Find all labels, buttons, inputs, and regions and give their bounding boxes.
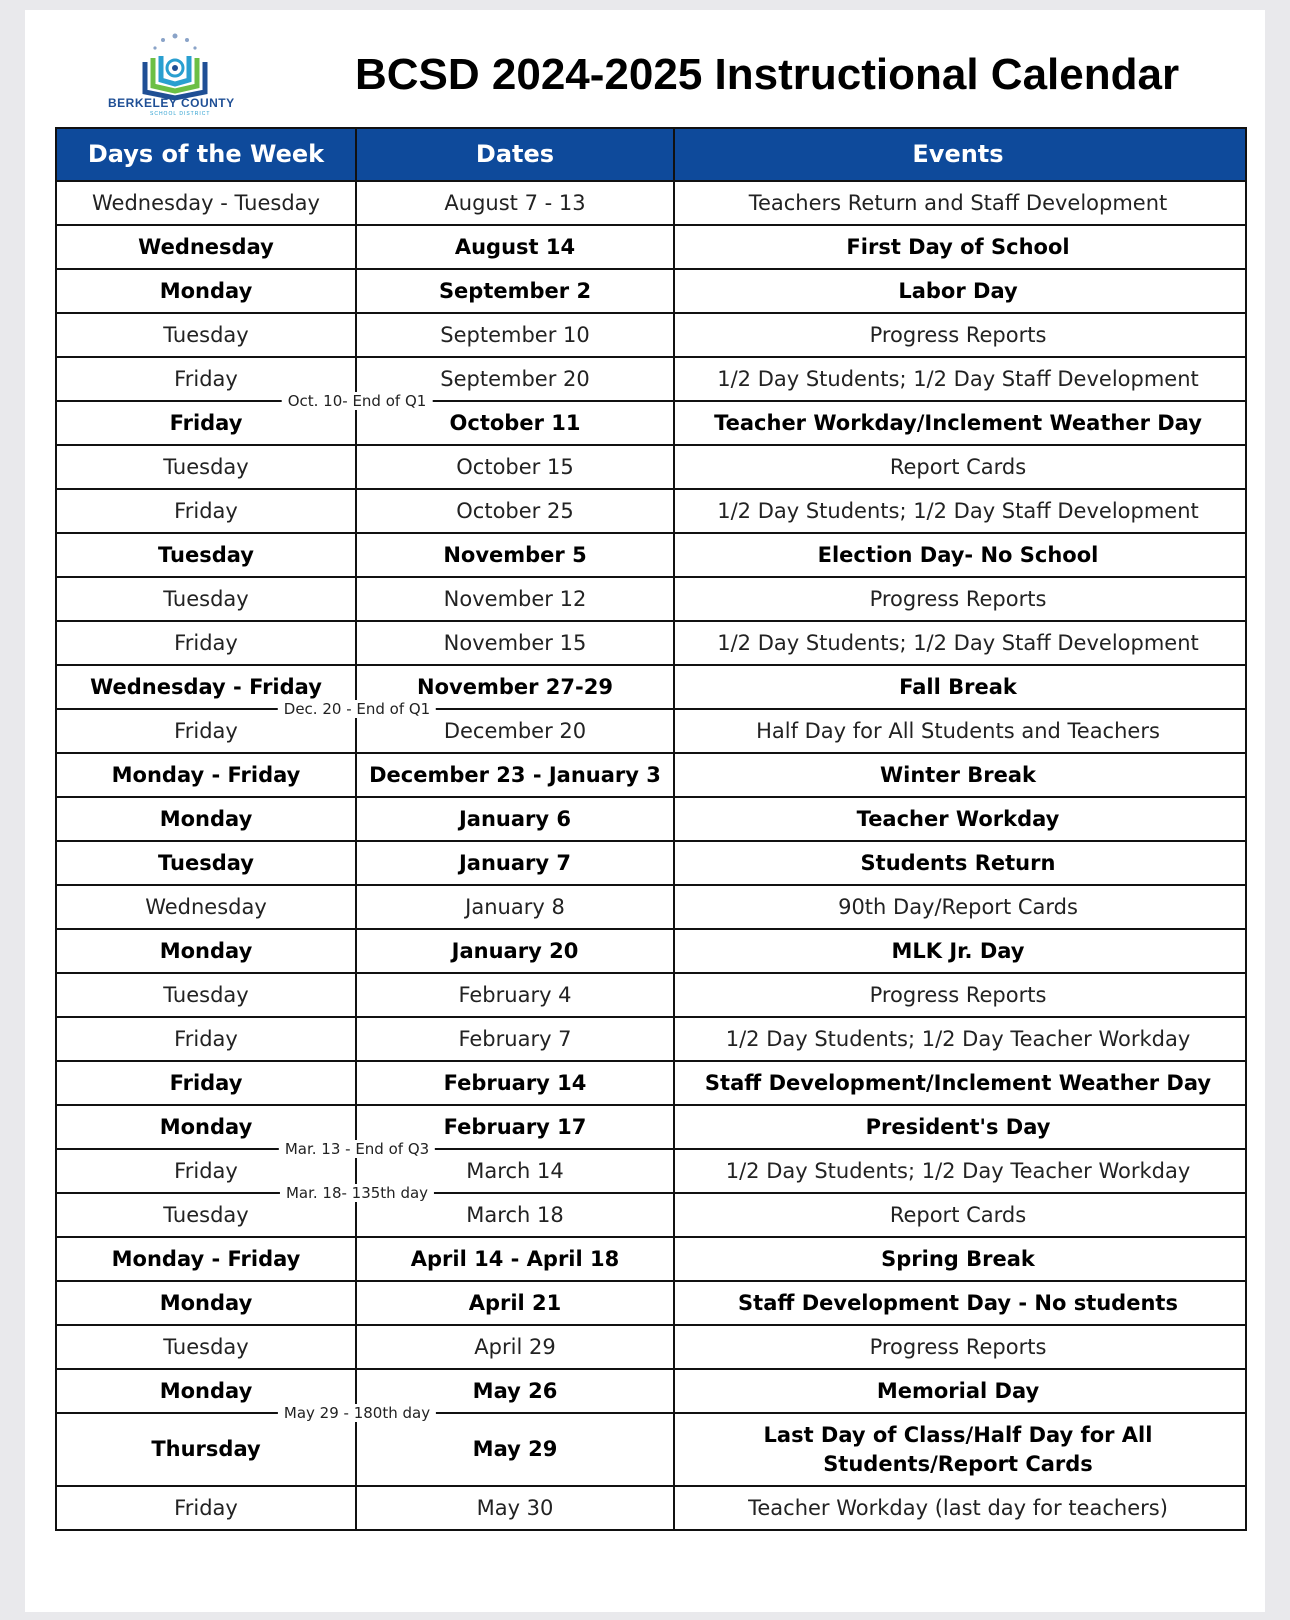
event-cell: Teachers Return and Staff Development bbox=[748, 190, 1168, 215]
event-cell: President's Day bbox=[865, 1114, 1051, 1139]
table-row bbox=[57, 1324, 1245, 1368]
table-row bbox=[57, 884, 1245, 928]
event-cell: 1/2 Day Students; 1/2 Day Teacher Workday bbox=[725, 1026, 1191, 1051]
table-row bbox=[57, 400, 1245, 444]
event-cell: Election Day- No School bbox=[817, 542, 1099, 567]
quarter-marker: Mar. 13 - End of Q3 bbox=[279, 1140, 435, 1158]
table-row bbox=[57, 1104, 1245, 1148]
table-row bbox=[57, 180, 1245, 224]
event-cell: Progress Reports bbox=[869, 322, 1047, 347]
day-cell: Friday bbox=[57, 1150, 357, 1192]
day-cell: Monday - Friday bbox=[57, 754, 357, 796]
date-cell: February 4 bbox=[357, 974, 675, 1016]
day-cell: Friday bbox=[57, 402, 357, 444]
date-cell: January 7 bbox=[357, 842, 675, 884]
day-cell: Tuesday bbox=[57, 1194, 357, 1236]
date-cell: August 14 bbox=[357, 226, 675, 268]
event-cell: MLK Jr. Day bbox=[891, 938, 1025, 963]
date-cell: March 18 bbox=[357, 1194, 675, 1236]
date-cell: October 15 bbox=[357, 446, 675, 488]
logo-name: BERKELEY COUNTY bbox=[108, 96, 235, 110]
day-cell: Monday bbox=[57, 1370, 357, 1412]
table-row bbox=[57, 312, 1245, 356]
event-cell: Students Return bbox=[860, 850, 1056, 875]
event-cell: 1/2 Day Students; 1/2 Day Staff Development bbox=[717, 630, 1199, 655]
table-row bbox=[57, 1148, 1245, 1192]
day-cell: Monday bbox=[57, 930, 357, 972]
date-cell: February 14 bbox=[357, 1062, 675, 1104]
date-cell: May 30 bbox=[357, 1487, 675, 1529]
date-cell: October 11 bbox=[357, 402, 675, 444]
date-cell: April 14 - April 18 bbox=[357, 1238, 675, 1280]
event-cell: Teacher Workday/Inclement Weather Day bbox=[714, 410, 1202, 435]
event-cell: Labor Day bbox=[898, 278, 1018, 303]
table-row bbox=[57, 928, 1245, 972]
date-cell: February 17 bbox=[357, 1106, 675, 1148]
table-row bbox=[57, 1368, 1245, 1412]
date-cell: November 12 bbox=[357, 578, 675, 620]
date-cell: September 10 bbox=[357, 314, 675, 356]
table-body bbox=[57, 180, 1245, 1529]
date-cell: January 6 bbox=[357, 798, 675, 840]
quarter-marker: May 29 - 180th day bbox=[278, 1404, 436, 1422]
day-cell: Friday bbox=[57, 622, 357, 664]
day-cell: Friday bbox=[57, 1062, 357, 1104]
date-cell: May 26 bbox=[357, 1370, 675, 1412]
event-cell: 90th Day/Report Cards bbox=[838, 894, 1078, 919]
event-cell: Teacher Workday (last day for teachers) bbox=[748, 1495, 1168, 1520]
date-cell: November 27-29 bbox=[357, 666, 675, 708]
date-cell: August 7 - 13 bbox=[357, 182, 675, 224]
table-header-row bbox=[57, 129, 1245, 180]
event-cell: Last Day of Class/Half Day for All Students/Report Cards bbox=[763, 1422, 1153, 1476]
event-cell: Teacher Workday bbox=[856, 806, 1060, 831]
date-cell: February 7 bbox=[357, 1018, 675, 1060]
table-row bbox=[57, 356, 1245, 400]
day-cell: Wednesday bbox=[57, 226, 357, 268]
table-row bbox=[57, 752, 1245, 796]
table-row bbox=[57, 532, 1245, 576]
table-row bbox=[57, 972, 1245, 1016]
event-cell: Fall Break bbox=[899, 674, 1017, 699]
day-cell: Wednesday - Tuesday bbox=[57, 182, 357, 224]
day-cell: Tuesday bbox=[57, 314, 357, 356]
event-cell: Progress Reports bbox=[869, 982, 1047, 1007]
event-cell: 1/2 Day Students; 1/2 Day Staff Development bbox=[717, 366, 1199, 391]
date-cell: September 2 bbox=[357, 270, 675, 312]
table-row bbox=[57, 620, 1245, 664]
date-cell: November 5 bbox=[357, 534, 675, 576]
event-cell: Progress Reports bbox=[869, 1334, 1047, 1359]
date-cell: September 20 bbox=[357, 358, 675, 400]
table-row bbox=[57, 796, 1245, 840]
date-cell: April 29 bbox=[357, 1326, 675, 1368]
day-cell: Monday bbox=[57, 798, 357, 840]
event-cell: First Day of School bbox=[846, 234, 1070, 259]
date-cell: December 23 - January 3 bbox=[357, 754, 675, 796]
day-cell: Friday bbox=[57, 490, 357, 532]
day-cell: Monday bbox=[57, 270, 357, 312]
table-row bbox=[57, 1412, 1245, 1485]
event-cell: 1/2 Day Students; 1/2 Day Staff Development bbox=[717, 498, 1199, 523]
table-row bbox=[57, 1192, 1245, 1236]
table-row bbox=[57, 664, 1245, 708]
table-row bbox=[57, 1236, 1245, 1280]
event-cell: Report Cards bbox=[889, 454, 1027, 479]
table-row bbox=[57, 1280, 1245, 1324]
quarter-marker: Oct. 10- End of Q1 bbox=[282, 392, 433, 410]
day-cell: Monday - Friday bbox=[57, 1238, 357, 1280]
day-cell: Monday bbox=[57, 1282, 357, 1324]
table-row bbox=[57, 1016, 1245, 1060]
day-cell: Thursday bbox=[57, 1414, 357, 1485]
table-row bbox=[57, 268, 1245, 312]
column-header-dates: Dates bbox=[357, 129, 675, 180]
event-cell: Progress Reports bbox=[869, 586, 1047, 611]
quarter-marker: Mar. 18- 135th day bbox=[280, 1184, 434, 1202]
table-row bbox=[57, 1485, 1245, 1529]
calendar-table bbox=[55, 127, 1247, 1531]
day-cell: Tuesday bbox=[57, 578, 357, 620]
date-cell: January 20 bbox=[357, 930, 675, 972]
date-cell: October 25 bbox=[357, 490, 675, 532]
day-cell: Tuesday bbox=[57, 534, 357, 576]
event-cell: Staff Development Day - No students bbox=[738, 1290, 1178, 1315]
table-row bbox=[57, 708, 1245, 752]
table-row bbox=[57, 444, 1245, 488]
event-cell: Staff Development/Inclement Weather Day bbox=[704, 1070, 1212, 1095]
table-row bbox=[57, 1060, 1245, 1104]
day-cell: Monday bbox=[57, 1106, 357, 1148]
day-cell: Tuesday bbox=[57, 974, 357, 1016]
event-cell: Report Cards bbox=[889, 1202, 1027, 1227]
date-cell: April 21 bbox=[357, 1282, 675, 1324]
event-cell: 1/2 Day Students; 1/2 Day Teacher Workday bbox=[725, 1158, 1191, 1183]
table-row bbox=[57, 488, 1245, 532]
day-cell: Tuesday bbox=[57, 1326, 357, 1368]
logo-subtitle: SCHOOL DISTRICT bbox=[150, 111, 211, 117]
column-header-days: Days of the Week bbox=[57, 129, 357, 180]
table-row bbox=[57, 840, 1245, 884]
calendar-page bbox=[25, 10, 1265, 1612]
date-cell: January 8 bbox=[357, 886, 675, 928]
column-header-events: Events bbox=[912, 140, 1004, 168]
event-cell: Half Day for All Students and Teachers bbox=[756, 718, 1160, 743]
day-cell: Friday bbox=[57, 358, 357, 400]
day-cell: Friday bbox=[57, 1487, 357, 1529]
date-cell: March 14 bbox=[357, 1150, 675, 1192]
day-cell: Friday bbox=[57, 710, 357, 752]
page-title: BCSD 2024-2025 Instructional Calendar bbox=[355, 50, 1180, 99]
event-cell: Spring Break bbox=[881, 1246, 1035, 1271]
day-cell: Friday bbox=[57, 1018, 357, 1060]
quarter-marker: Dec. 20 - End of Q1 bbox=[278, 700, 436, 718]
day-cell: Wednesday - Friday bbox=[57, 666, 357, 708]
table-row bbox=[57, 576, 1245, 620]
date-cell: November 15 bbox=[357, 622, 675, 664]
day-cell: Tuesday bbox=[57, 446, 357, 488]
table-row bbox=[57, 224, 1245, 268]
day-cell: Wednesday bbox=[57, 886, 357, 928]
event-cell: Memorial Day bbox=[876, 1378, 1040, 1403]
day-cell: Tuesday bbox=[57, 842, 357, 884]
date-cell: May 29 bbox=[357, 1414, 675, 1485]
date-cell: December 20 bbox=[357, 710, 675, 752]
event-cell: Winter Break bbox=[879, 762, 1036, 787]
